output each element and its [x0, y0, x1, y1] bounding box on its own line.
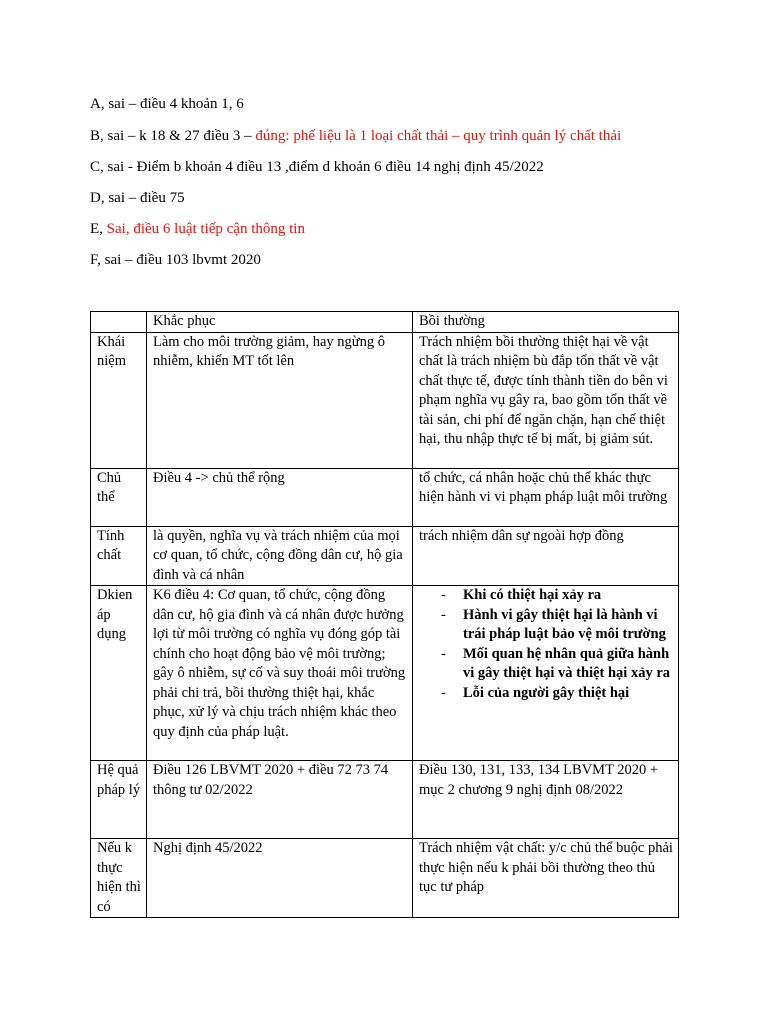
cell-boi-thuong: tổ chức, cá nhân hoặc chủ thể khác thực hiện hành vi vi phạm pháp luật môi trường [413, 468, 679, 526]
cell-boi-thuong [413, 586, 679, 761]
cell-boi-thuong: Trách nhiệm bồi thường thiệt hại về vật chất là trách nhiệm bù đắp tổn thất về vật chất thực tế, được tính thành tiền do bên vi phạm nghĩa vụ gây ra, bao gồm tổn thất về tài sản, chi phí để ngăn chặn, hạn chế thiệt hại, thu nhập thực tế bị mất, bị giảm sút. [413, 332, 679, 468]
answer-c [90, 158, 544, 176]
list-item: - Hành vi gây thiệt hại là hành vi trái pháp luật bảo vệ môi trường [463, 606, 674, 645]
answer-a [90, 95, 244, 113]
cell-khac-phuc: Làm cho môi trường giảm, hay ngừng ô nhiễm, khiến MT tốt lên [147, 332, 413, 468]
cell-khac-phuc: K6 điều 4: Cơ quan, tổ chức, cộng đồng dân cư, hộ gia đình và cá nhân được hưởng lợi từ môi trường có nghĩa vụ đóng góp tài chính cho hoạt động bảo vệ môi trường; gây ô nhiễm, sự cố và suy thoái môi trường phải chi trả, bồi thường thiệt hại, khắc phục, xử lý và chịu trách nhiệm khác theo quy định của pháp luật. [147, 586, 413, 761]
table-header-row [91, 312, 679, 333]
row-label: Nếu k thực hiện thì có [91, 839, 147, 918]
cell-khac-phuc: Điều 126 LBVMT 2020 + điều 72 73 74 thông tư 02/2022 [147, 761, 413, 839]
cell-khac-phuc: Nghị định 45/2022 [147, 839, 413, 918]
row-label: Chủ thể [91, 468, 147, 526]
answer-b-note: đúng: phế liệu là 1 loại chất thải – quy trình quản lý chất thải [255, 128, 622, 144]
table-row [91, 761, 679, 839]
answer-f-text: F, sai – điều 103 lbvmt 2020 [90, 252, 261, 268]
header-corner [91, 312, 147, 333]
answer-d-text: D, sai – điều 75 [90, 190, 185, 206]
cell-boi-thuong: Điều 130, 131, 133, 134 LBVMT 2020 + mục 2 chương 9 nghị định 08/2022 [413, 761, 679, 839]
cell-boi-thuong: trách nhiệm dân sự ngoài hợp đồng [413, 526, 679, 586]
header-boi-thuong: Bồi thường [413, 312, 679, 333]
table-row [91, 526, 679, 586]
answer-c-text: C, sai - Điểm b khoản 4 điều 13 ,điểm d khoản 6 điều 14 nghị định 45/2022 [90, 159, 544, 175]
answer-f [90, 251, 261, 269]
row-label: Dkien áp dụng [91, 586, 147, 761]
answer-e-note: Sai, điều 6 luật tiếp cận thông tin [106, 221, 305, 237]
table-row [91, 839, 679, 918]
answer-e [90, 220, 305, 238]
answer-a-text: A, sai – điều 4 khoản 1, 6 [90, 96, 244, 112]
conditions-list [419, 586, 674, 703]
comparison-table [90, 311, 679, 918]
list-item: - Lỗi của người gây thiệt hại [463, 684, 674, 704]
answer-d [90, 189, 185, 207]
list-item: - Khi có thiệt hại xảy ra [463, 586, 674, 606]
row-label: Tính chất [91, 526, 147, 586]
table-row [91, 332, 679, 468]
answer-e-text: E, [90, 221, 107, 237]
cell-khac-phuc: Điều 4 -> chủ thể rộng [147, 468, 413, 526]
row-label: Hệ quả pháp lý [91, 761, 147, 839]
answer-b [90, 127, 621, 145]
answer-b-text: B, sai – k 18 & 27 điều 3 – [90, 128, 256, 144]
row-label: Khái niệm [91, 332, 147, 468]
header-khac-phuc: Khắc phục [147, 312, 413, 333]
table-row [91, 586, 679, 761]
cell-khac-phuc: là quyền, nghĩa vụ và trách nhiệm của mọi cơ quan, tổ chức, cộng đồng dân cư, hộ gia đình và cá nhân [147, 526, 413, 586]
table-row [91, 468, 679, 526]
cell-boi-thuong: Trách nhiệm vật chất: y/c chủ thể buộc phải thực hiện nếu k phải bồi thường theo thủ tục tư pháp [413, 839, 679, 918]
list-item: - Mối quan hệ nhân quả giữa hành vi gây thiệt hại và thiệt hại xảy ra [463, 645, 674, 684]
